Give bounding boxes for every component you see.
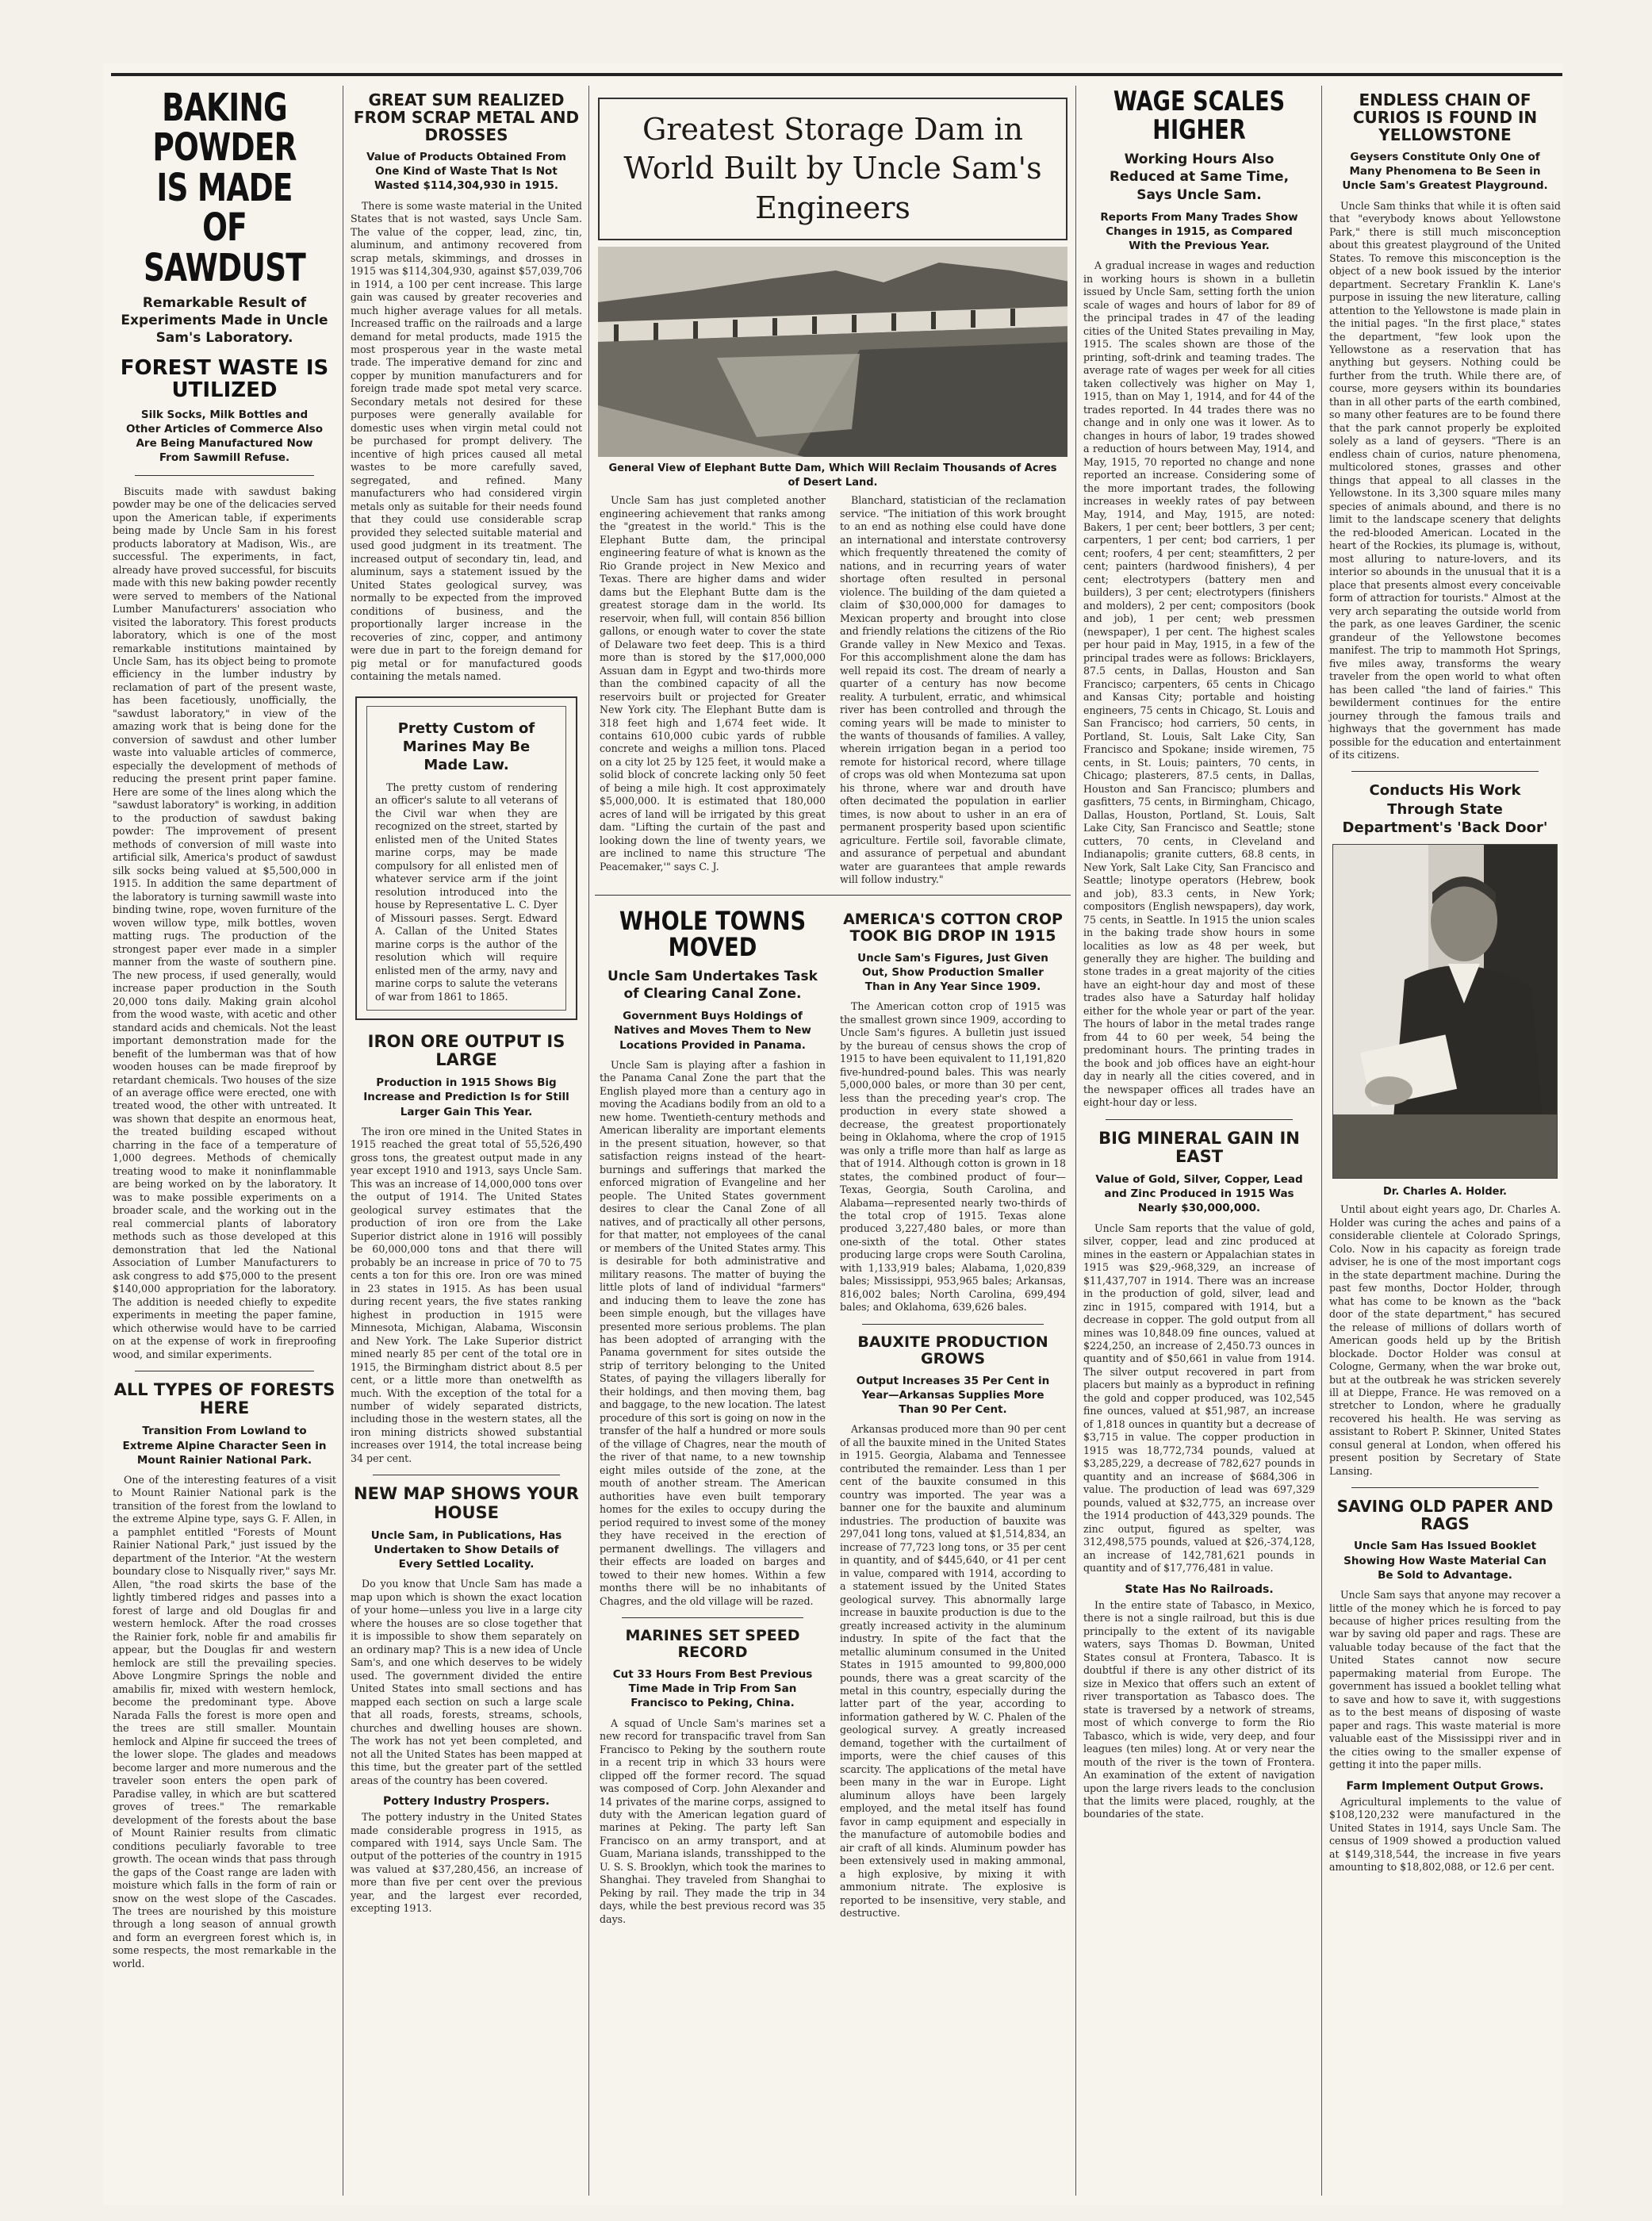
deck-scrap-metal: Value of Products Obtained From One Kind of Waste That Is Not Wasted $114,304,930 in 1915. bbox=[366, 151, 566, 193]
headline-baking-powder: BAKING POWDER IS MADE OF SAWDUST bbox=[143, 86, 306, 290]
deck-wage-scales: Reports From Many Trades Show Changes in 1915, as Compared With the Previous Year. bbox=[1100, 210, 1298, 253]
article-body-iron-ore: The iron ore mined in the United States in 1915 reached the great total of 55,526,490 gross tons, the greatest output made in any year except 1910 and 1913, says Uncle Sam. This was an increase of 14,000,000 tons over the output of 1914. The United States geological survey estimates that the production of iron ore from the Lake Superior district alone in 1916 will possibly be 60,000,000 tons and that there will probably be an increase in price of 70 to 75 cents a ton for this ore. Iron ore was mined in 23 states in 1915. As has been usual during recent years, the five states ranking highest in production in 1915 were Minnesota, Michigan, Alabama, Wisconsin and New York. The Lake Superior district mined nearly 85 per cent of the total ore in 1915, the Birmingham district about 8.5 per cent, or a little more than onetwelfth as much. With the exception of the total for a number of widely separated districts, including those in the western states, all the iron mining districts showed substantial increases over 1914, the total increase being 34 per cent. bbox=[351, 1125, 582, 1464]
article-body-whole-towns: Uncle Sam is playing after a fashion in the Panama Canal Zone the part that the English played more than a century ago in moving the Acadians bodily from an old to a new home. Twentieth-century methods and American liberality are important elements in the present situation, however, so that satisfaction reigns instead of the heart-burnings and sufferings that marked the enforced migration of Evangeline and her people. The United States government desires to clear the Canal Zone of all natives, and of practically all other persons, for that matter, not employees of the canal or members of the United States army. This is desirable for both administrative and military reasons. The matter of buying the little plots of land of individual "farmers" and inducing them to leave the zone has been simple enough, but the villages have presented more serious problems. The plan has been adopted of arranging with the Panama government for sites outside the strip of territory belonging to the United States, of paying the villagers liberally for their holdings, and then moving them, bag and baggage, to the new location. The latest procedure of this sort is going on now in the transfer of the half a hundred or more souls of the village of Chagres, near the mouth of the river of that name, to a new township eight miles outside of the zone, at the mouth of another stream. The American authorities have even built temporary homes for the exiles to occupy during the period required to invest some of the money they have received in the erection of permanent dwellings. The villagers and their effects are loaded on barges and towed to their new homes. Within a few months there will be no inhabitants of Chagres, and the old village will be razed. bbox=[600, 1058, 826, 1607]
article-body-baking-powder: Biscuits made with sawdust baking powder may be one of the delicacies served upon the American table, if experiments being made by Uncle Sam in his forest products laboratory at Madison, Wis., are successful. The experiments, in fact, already have proved successful, for biscuits made with this new baking powder recently were served to members of the National Lumber Manufacturers' association who visited the laboratory. This forest products laboratory, which is one of the most remarkable institutions maintained by Uncle Sam, has its object being to promote efficiency in the lumber industry by reclamation of part of the present waste, has been facetiously, unofficially, the "sawdust laboratory," in view of the amazing work that is being done for the conversion of sawdust and other lumber waste into valuable articles of commerce, especially the development of methods of reducing the present print paper famine. Here are some of the lines along which the "sawdust laboratory" is working, in addition to the production of sawdust baking powder: The improvement of present methods of conversion of mill waste into artificial silk, America's product of sawdust silk socks being valued at $5,500,000 in 1915. In addition the same department of the laboratory is turning sawmill waste into binding twine, rope, woven furniture of the woven willow type, milk bottles, woven matting rugs. The production of the strongest paper ever made in a simpler manner from the waste of southern pine. The new process, if used generally, would increase paper production in the South 20,000 tons daily. Making grain alcohol from the wood waste, with acetic and other standard acids and chemicals. Not the least important demonstration made for the benefit of the lumberman was that of how wooden houses can be made fireproof by retardant chemicals. Two houses of the size of an average office were erected, one with treated wood, the other with untreated. It was shown that despite an enormous heat, the treated building escaped without charring in the face of a temperature of 1,000 degrees. Methods of chemically treating wood to make it noninflammable are being worked on by the laboratory. It was to make possible experiments on a broader scale, and the working out in the real commercial plants of laboratory methods such as those developed at this demonstration that led the National Association of Lumber Manufacturers to ask congress to add $75,000 to the present $140,000 appropriation for the laboratory. The addition is needed chiefly to expedite experiments in meeting the paper famine, which otherwise would have to be carried on at the expense of work in fireproofing wood, and similar experiments. bbox=[113, 485, 336, 1360]
headline-marines-custom: Pretty Custom of Marines May Be Made Law. bbox=[397, 719, 535, 774]
headline-back-door: Conducts His Work Through State Department's 'Back Door' bbox=[1342, 782, 1548, 837]
article-body-mineral-gain: Uncle Sam reports that the value of gold, silver, copper, lead and zinc produced at mines in the eastern or Appalachian states in 1915 was $29,-968,329, an increase of $11,437,707 in 1914. There was an increase in the production of gold, silver, lead and zinc in 1915, compared with 1914, but a decrease in copper. The gold output from all mines was 10,848.09 fine ounces, valued at $224,250, an increase of 2,450.73 ounces in quantity and of $50,661 in value from 1914. The silver output recovered in part from placers but mainly as a byproduct in refining the gold and copper produced, was 102,545 fine ounces, valued at $51,987, an increase of 1,818 ounces in quantity but a decrease of $3,715 in value. The copper production in 1915 was 18,772,734 pounds, valued at $3,285,229, a decrease of 782,627 pounds in quantity and an increase of $684,306 in value. The production of lead was 697,329 pounds, valued at $32,775, an increase over the 1914 production of 443,329 pounds. The zinc output, figured as spelter, was 312,498,575 pounds, valued at $26,-374,128, an increase of 142,781,621 pounds in quantity and of $17,776,481 in value. bbox=[1083, 1222, 1315, 1575]
headline-mineral-gain: BIG MINERAL GAIN IN EAST bbox=[1098, 1128, 1300, 1166]
article-body-scrap-metal: There is some waste material in the United States that is not wasted, says Uncle Sam. The value of the copper, lead, zinc, tin, aluminum, and antimony recovered from scrap metals, skimmings, and drosses in 1915 was $114,304,930, against $57,039,706 in 1914, a 100 per cent increase. This large gain was caused by greater recoveries and much higher average values for all metals. Increased traffic on the railroads and a large demand for metal products, made 1915 the most prosperous year in the waste metal trade. The imperative demand for zinc and copper by munition manufacturers and for foreign trade made spot metal very scarce. Secondary metals not desired for these purposes were generally available for domestic uses when virgin metal could not be purchased for prompt delivery. The incentive of high prices caused all metal wastes to be more carefully saved, segregated, and refined. Many manufacturers who had considered virgin metals only as suitable for their needs found that they could use considerable scrap provided they selected suitable material and used good judgment in its treatment. The increased output of secondary tin, lead, and aluminum, says a statement issued by the United States geological survey, was normally to be expected from the improved conditions of business, and the proportionally larger increase in the recoveries of zinc, copper, and antimony were due in part to the foreign demand for pig metal or for manufactured goods containing the metals named. bbox=[351, 199, 582, 683]
deck-bauxite: Output Increases 35 Per Cent in Year—Arkansas Supplies More Than 90 Per Cent. bbox=[856, 1374, 1050, 1417]
subhead-baking-powder: Remarkable Result of Experiments Made in Uncle Sam's Laboratory. bbox=[121, 294, 328, 347]
headline-bauxite: BAUXITE PRODUCTION GROWS bbox=[857, 1333, 1048, 1368]
deck-new-map: Uncle Sam, in Publications, Has Undertaken to Show Details of Every Settled Locality. bbox=[370, 1529, 562, 1571]
deck-iron-ore: Production in 1915 Shows Big Increase and Prediction Is for Still Larger Gain This Year. bbox=[363, 1076, 569, 1118]
banner-headline: Greatest Storage Dam in World Built by Uncle Sam's Engineers bbox=[623, 112, 1042, 225]
deck-whole-towns: Government Buys Holdings of Natives and Moves Them to New Locations Provided in Panama. bbox=[614, 1010, 811, 1052]
column-5 bbox=[1082, 83, 1317, 2205]
article-body-wage-scales: A gradual increase in wages and reduction in working hours is shown in a bulletin issued by Uncle Sam, setting forth the union scale of wages and hours of labor for 89 of the principal trades in 47 of the leading cities of the United States prevailing in May, 1915. The scales shown are those of the printing, soft-drink and teaming trades. The average rate of wages per week for all cities taken collectively was higher on May 1, 1915, than on May 1, 1914, and for 44 of the trades reported. In 44 trades there was no change and in only one was it lower. As to changes in hours of labor, 19 trades showed a reduction of hours between May, 1914, and May, 1915, 70 reported no change and none reported an increase. Considering some of the more important trades, the following increases in weekly rates of pay between May, 1914, and May, 1915, are noted: Bakers, 1 per cent; beer bottlers, 3 per cent; carpenters, 1 per cent; bod carriers, 1 per cent; roofers, 4 per cent; steamfitters, 2 per cent; painters (hardwood finishers), 4 per cent; electrotypers (battery men and builders), 3 per cent; electrotypers (finishers and molders), 2 per cent; compositors (book and job), 1 per cent; web pressmen (newspaper), 1 per cent. The highest scales per hour paid in May, 1915, in a few of the principal trades were as follows: Bricklayers, 87.5 cents, in Dallas, Houston and San Francisco; carpenters, 65 cents in Chicago and Kansas City; portable and hoisting engineers, 75 cents in Chicago, St. Louis and San Francisco; hod carriers, 50 cents, in Portland, St. Louis, Salt Lake City, San Francisco and Spokane; inside wiremen, 75 cents, in St. Louis; painters, 70 cents, in Chicago; plasterers, 87.5 cents, in Dallas, Houston and San Francisco; plumbers and gasfitters, 75 cents, in Birmingham, Chicago, Dallas, Houston, Portland, St. Louis, Salt Lake City, San Francisco and Seattle; stone cutters, 70 cents, in Cleveland and Indianapolis; granite cutters, 68.8 cents, in New York, Salt Lake City, San Francisco and Seattle; linotype operators (Hebrew, book and job), 83.3 cents, in New York; compositors (English newspapers), day work, 75 cents, in Seattle. In 1915 the union scales in the baking trade show hours in some localities as low as 48 per week, but generally they are higher. The building and stone trades in a great majority of the cities have an eight-hour day and most of these trades also have a Saturday half holiday either for the whole year or part of the year. The hours of labor in the metal trades range from 44 to 60 per week, 54 being the predominant hours. The printing trades in the book and job offices have an eight-hour day in nearly all the cities covered, and in the newspaper offices all trades have an eight-hour day or less. bbox=[1083, 259, 1315, 1109]
article-body-yellowstone: Uncle Sam thinks that while it is often said that "everybody knows about Yellowstone Park," there is still much misconception about this greatest playground of the United States. To remove this misconception is the object of a new book issued by the interior department. Secretary Franklin K. Lane's purpose in issuing the new literature, calling attention to the Yellowstone is made plain in the initial pages. "In the first place," states the department, "few look upon the Yellowstone as a reservation that has anything but geysers. Nothing could be further from the truth. While there are, of course, more geysers within its boundaries than in all other parts of the earth combined, so many other features are to be found there that the park cannot properly be exploited solely as a land of geysers. "There is an endless chain of curios, nature phenomena, multicolored stones, grasses and other things that appeal to all classes in the Yellowstone. In its 3,300 square miles many species of animals abound, and there is no limit to the landscape scenery that delights the red-blooded American. Located in the heart of the Rockies, its plumage is, without, most alluring to nature-lovers, and its interior so abounds in the unusual that it is a place that presents almost every conceivable form of attraction for tourists." Almost at the very arch separating the outside world from the park, as one leaves Gardiner, the scenic grandeur of the Yellowstone becomes manifest. The trip to mammoth Hot Springs, five miles away, transforms the weary traveler from the open world to what often has been called "the land of fairies." This bewilderment continues for the entire journey through the famous trails and highways that the government has made possible for the education and entertainment of its citizens. bbox=[1329, 199, 1561, 761]
deck-all-types-forests: Transition From Lowland to Extreme Alpine Character Seen in Mount Rainier National Park. bbox=[122, 1425, 327, 1467]
headline-forest-waste: FOREST WASTE IS UTILIZED bbox=[120, 356, 329, 402]
column-rule bbox=[1075, 86, 1076, 2196]
article-body-dam-right: Blanchard, statistician of the reclamation service. "The initiation of this work brought to an end as nothing else could have done an international and interstate controversy which frequently threatened the comity of nations, and in recurring years of water shortage often resulted in personal violence. The building of the dam quieted a claim of $30,000,000 for damages to Mexican property and brought into close and friendly relations the citizens of the Rio Grande valley in New Mexico and Texas. For this accomplishment alone the dam has well repaid its cost. The dream of nearly a quarter of a century has now become reality. A turbulent, erratic, and whimsical river has been controlled and through the coming years will be made to minister to the wants of thousands of families. A valley, wherein irrigation began in a period too remote for historical record, where tillage of crops was old when Montezuma sat upon his throne, where war and drouth have often decimated the population in earlier times, is now about to usher in an era of permanent prosperity based upon scientific agriculture. Fertile soil, favorable climate, and assurance of perpetual and abundant water are guarantees that ample rewards will follow industry." bbox=[840, 494, 1066, 886]
article-body-marines-custom: The pretty custom of rendering an officer's salute to all veterans of the Civil war when they are recognized on the street, started by enlisted men of the United States marine corps, may be made compulsory for all enlisted men of whatever service arm if the joint resolution introduced into the house by Representative L. C. Dyer of Missouri passes. Sergt. Edward A. Callan of the United States marine corps is the author of the resolution which will require enlisted men of the army, navy and marine corps to salute the veterans of war from 1861 to 1865. bbox=[375, 781, 558, 1003]
column-rule bbox=[1321, 86, 1322, 2196]
headline-scrap-metal: GREAT SUM REALIZED FROM SCRAP METAL AND DROSSES bbox=[353, 90, 580, 144]
headline-yellowstone: ENDLESS CHAIN OF CURIOS IS FOUND IN YELLOWSTONE bbox=[1352, 90, 1538, 144]
deck-old-paper: Uncle Sam Has Issued Booklet Showing How Waste Material Can Be Sold to Advantage. bbox=[1343, 1540, 1547, 1582]
headline-whole-towns: WHOLE TOWNS MOVED bbox=[619, 905, 807, 963]
article-body-forests: One of the interesting features of a visit to Mount Rainier National park is the transition of the forest from the lowland to the extreme Alpine type, says G. F. Allen, in a pamphlet entitled "Forests of Mount Rainier National Park," just issued by the department of the Interior. "At the western boundary close to Nisqually river," says Mr. Allen, "the road skirts the base of the lightly timbered ridges and passes into a forest of large and old Douglas fir and western hemlock. After the road crosses the Rainier fork, noble fir and amabilis fir appear, but the Douglas fir and western hemlock are still the prevailing species. Above Longmire Springs the noble and amabilis fir, mixed with western hemlock, become the predominant type. Above Narada Falls the forest is more open and the trees are still smaller. Mountain hemlock and Alpine fir succeed the trees of the lower slope. The glades and meadows become larger and more numerous and the traveler soon enters the open park of Paradise valley, in which are but scattered groves of trees." The remarkable development of the forests about the base of Mount Rainier results from climatic conditions peculiarly favorable to tree growth. The ocean winds that pass through the gaps of the Coast range are laden with moisture which falls in the form of rain or snow on the west slope of the Cascades. The trees are nourished by this moisture through a long season of annual growth and form an evergreen forest which is, in some respects, the most remarkable in the world. bbox=[113, 1474, 336, 1970]
subhead-wage-scales: Working Hours Also Reduced at Same Time, Says Uncle Sam. bbox=[1109, 152, 1290, 203]
article-body-dam-left: Uncle Sam has just completed another engineering achievement that ranks among the "greatest in the world." This is the Elephant Butte dam, the principal engineering feature of what is known as the Rio Grande project in New Mexico and Texas. There are higher dams and wider dams but the Elephant Butte dam is the greatest storage dam in the world. Its reservoir, when full, will contain 856 billion gallons, or enough water to cover the state of Delaware two feet deep. This is a third more than is stored by the $17,000,000 Assuan dam in Egypt and two-thirds more than the combined capacity of all the reservoirs built or projected for Greater New York city. The Elephant Butte dam is 318 feet high and 1,674 feet wide. It contains 610,000 cubic yards of rubble concrete and weighs a million tons. Placed on a city lot 25 by 125 feet, it would make a solid block of concrete lacking only 50 feet of being a mile high. It cost approximately $5,000,000. It is estimated that 180,000 acres of land will be irrigated by this great dam. "Lifting the curtain of the past and looking down the line of twenty years, we are inclined to name this structure 'The Peacemaker,'" says C. J. bbox=[600, 494, 826, 873]
headline-all-types-forests: ALL TYPES OF FORESTS HERE bbox=[113, 1380, 335, 1418]
column-2 bbox=[349, 83, 584, 2205]
article-body-bauxite: Arkansas produced more than 90 per cent of all the bauxite mined in the United States in 1915. Georgia, Alabama and Tennessee contributed the remainder. Less than 1 per cent of the bauxite consumed in this country was imported. The year was a banner one for the bauxite and aluminum industries. The production of bauxite was 297,041 long tons, valued at $1,514,834, an increase of 77,723 long tons, or 35 per cent in quantity, and of $445,640, or 41 per cent in value, compared with 1914, according to a statement issued by the United States geological survey. This abnormally large increase in bauxite production is due to the greatly increased activity in the aluminum industry. In spite of the fact that the metallic aluminum consumed in the United States in 1915 amounted to 99,800,000 pounds, there was a great scarcity of the metal in this country, especially during the latter part of the year, according to information gathered by W. C. Phalen of the geological survey. A greatly increased demand, together with the curtailment of imports, were the chief causes of this scarcity. The applications of the metal have been many in the war in Europe. Light aluminum alloys have been largely employed, and the metal itself has found favor in camp equipment and especially in the manufacture of automobile bodies and air craft of all kinds. Aluminum powder has been extensively used in making ammonal, a high explosive, by mixing it with ammonium nitrate. The explosive is reported to be insensitive, very stable, and destructive. bbox=[840, 1423, 1066, 1920]
subhead-whole-towns: Uncle Sam Undertakes Task of Clearing Canal Zone. bbox=[608, 968, 818, 1003]
article-body-marines-record: A squad of Uncle Sam's marines set a new record for transpacific travel from San Francisco to Peking by the southern route in a recent trip in which 33 hours were clipped off the former record. The squad was composed of Corp. John Alexander and 14 privates of the marine corps, assigned to duty with the American legation guard of marines at Peking. The party left San Francisco on an army transport, and at Guam, Mariana islands, transshipped to the U. S. S. Brooklyn, which took the marines to Shanghai. They traveled from Shanghai to Peking by rail. They made the trip in 34 days, while the best previous record was 35 days. bbox=[600, 1717, 826, 1925]
separator bbox=[595, 895, 1071, 896]
article-body-pottery: The pottery industry in the United States made considerable progress in 1915, as compared with 1914, says Uncle Sam. The output of the potteries of the country in 1915 was valued at $37,280,456, an increase of more than five per cent over the previous year, and the largest ever recorded, excepting 1913. bbox=[351, 1811, 582, 1915]
center-spread bbox=[595, 83, 1071, 2205]
article-body-farm-implements: Agricultural implements to the value of $108,120,232 were manufactured in the United States in 1914, says Uncle Sam. The census of 1909 showed a production valued at $149,318,544, the increase in five years amounting to $18,802,088, or 12.6 per cent. bbox=[1329, 1795, 1561, 1874]
boxed-article-marines-custom bbox=[355, 696, 577, 1020]
headline-new-map: NEW MAP SHOWS YOUR HOUSE bbox=[354, 1484, 579, 1522]
subhead-farm-implements: Farm Implement Output Grows. bbox=[1346, 1779, 1544, 1793]
headline-iron-ore: IRON ORE OUTPUT IS LARGE bbox=[367, 1031, 565, 1070]
separator bbox=[862, 1324, 1044, 1325]
subhead-pottery: Pottery Industry Prospers. bbox=[383, 1795, 550, 1809]
dam-photo-illustration bbox=[598, 247, 1067, 457]
article-body-no-railroads: In the entire state of Tabasco, in Mexico, there is not a single railroad, but this is due principally to the extent of its navigable waters, says Thomas D. Bowman, United States consul at Frontera, Tabasco. It is doubtful if there is any other district of its size in Mexico that offers such an extent of river transportation as Tabasco does. The state is traversed by a network of streams, most of which converge to form the Rio Tabasco, which is wide, very deep, and four leagues (ten miles) long. At or very near the mouth of the river is the town of Frontera. An examination of the extent of navigation upon the large rivers leads to the conclusion that the limits were placed, roughly, at the boundaries of the state. bbox=[1083, 1598, 1315, 1820]
dam-photo-caption: General View of Elephant Butte Dam, Which Will Reclaim Thousands of Acres of Desert Land. bbox=[608, 462, 1057, 489]
dam-article bbox=[598, 494, 1067, 887]
headline-old-paper: SAVING OLD PAPER AND RAGS bbox=[1336, 1497, 1554, 1534]
separator bbox=[135, 475, 314, 476]
separator bbox=[622, 1617, 803, 1618]
article-body-new-map: Do you know that Uncle Sam has made a map upon which is shown the exact location of your home—unless you live in a large city where the houses are so close together that it is impossible to show them separately on an ordinary map? This is a new idea of Uncle Sam's, and one which deserves to be widely used. The government divided the entire United States into small sections and has mapped each section on such a large scale that all roads, forests, streams, schools, churches and dwelling houses are shown. The work has not yet been completed, and not all the United States has been mapped at this time, but the greater part of the settled areas of the country has been covered. bbox=[351, 1578, 582, 1786]
deck-forest-waste: Silk Socks, Milk Bottles and Other Articles of Commerce Also Are Being Manufactured Now From Sawmill Refuse. bbox=[126, 408, 323, 465]
headline-cotton-crop: AMERICA'S COTTON CROP TOOK BIG DROP IN 1915 bbox=[843, 910, 1063, 945]
deck-cotton-crop: Uncle Sam's Figures, Just Given Out, Show Production Smaller Than in Any Year Since 1909. bbox=[857, 951, 1048, 994]
headline-wage-scales: WAGE SCALES HIGHER bbox=[1113, 86, 1286, 146]
column-1 bbox=[111, 83, 338, 2205]
top-rule bbox=[111, 73, 1562, 76]
portrait-illustration bbox=[1333, 845, 1558, 1178]
separator bbox=[1351, 1487, 1539, 1488]
dam-photo bbox=[598, 247, 1067, 457]
deck-mineral-gain: Value of Gold, Silver, Copper, Lead and Zinc Produced in 1915 Was Nearly $30,000,000. bbox=[1095, 1172, 1303, 1215]
headline-marines-record: MARINES SET SPEED RECORD bbox=[625, 1627, 800, 1662]
separator bbox=[1106, 1119, 1293, 1120]
deck-yellowstone: Geysers Constitute Only One of Many Phenomena to Be Seen in Uncle Sam's Greatest Playground. bbox=[1342, 151, 1548, 193]
subhead-no-railroads: State Has No Railroads. bbox=[1125, 1582, 1274, 1596]
article-body-back-door: Until about eight years ago, Dr. Charles A. Holder was curing the aches and pains of a considerable clientele at Colorado Springs, Colo. Now in his capacity as foreign trade adviser, he is one of the most important cogs in the state department machine. During the past few months, Doctor Holder, through what has come to be known as the "back door of the state department," has secured the release of millions of dollars worth of American goods held up by the British blockade. Doctor Holder was consul at Cologne, Germany, when the war broke out, but at the outbreak he was stricken severely ill at Dieppe, France. He was removed on a stretcher to London, where he gradually recovered his health. He was serving as assistant to Robert P. Skinner, United States consul general at London, when offered his present position by Secretary of State Lansing. bbox=[1329, 1203, 1561, 1477]
column-rule bbox=[588, 86, 589, 2196]
portrait-photo bbox=[1332, 844, 1558, 1179]
separator bbox=[1351, 771, 1539, 772]
deck-marines-record: Cut 33 Hours From Best Previous Time Made in Trip From San Francisco to Peking, China. bbox=[612, 1667, 813, 1710]
center-lower bbox=[598, 903, 1067, 1927]
article-body-old-paper: Uncle Sam says that anyone may recover a little of the money which he is forced to pay because of higher prices resulting from the war by saving old paper and rags. These are valuable today because of the fact that the United States cannot now secure papermaking material from Europe. The government has issued a booklet telling what to save and how to save it, with suggestions as to the best means of disposing of waste paper and rags. This waste material is more valuable east of the Mississippi river and in the cities owing to the smaller expense of getting it into the paper mills. bbox=[1329, 1589, 1561, 1771]
banner-box bbox=[598, 98, 1067, 240]
column-6 bbox=[1328, 83, 1562, 2205]
article-body-cotton-crop: The American cotton crop of 1915 was the smallest grown since 1909, according to Uncle Sam's figures. A bulletin just issued by the bureau of census shows the crop of 1915 to have been equivalent to 11,191,820 five-hundred-pound bales. This was nearly 5,000,000 bales, or more than 30 per cent, less than the preceding year's crop. The production in every state showed a decrease, the greatest proportionately being in Oklahoma, where the crop of 1915 was only a trifle more than half as large as that of 1914. Although cotton is grown in 18 states, the combined product of four—Texas, Georgia, South Carolina, and Alabama—represented nearly two-thirds of the total crop of 1915. Texas alone produced 3,227,480 bales, or more than one-sixth of the total. Other states producing large crops were South Carolina, with 1,133,919 bales; Alabama, 1,020,839 bales; Mississippi, 953,965 bales; Arkansas, 816,002 bales; North Carolina, 699,494 bales; and Oklahoma, 639,626 bales. bbox=[840, 1000, 1066, 1314]
portrait-caption: Dr. Charles A. Holder. bbox=[1383, 1185, 1507, 1198]
